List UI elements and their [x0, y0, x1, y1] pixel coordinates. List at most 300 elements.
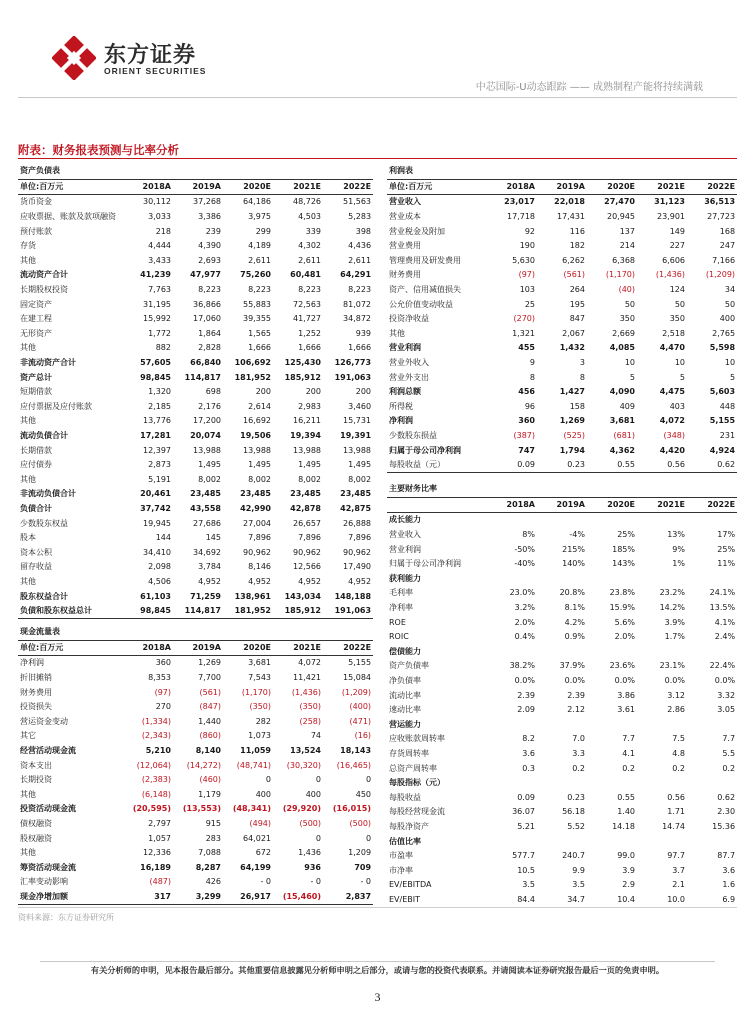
table-row [18, 773, 373, 788]
row-value: 12,566 [293, 562, 321, 572]
row-value: 1,440 [198, 716, 221, 726]
row-value: 23,901 [657, 212, 685, 222]
column-header-year: 2022E [323, 640, 373, 656]
row-value: 4,475 [659, 387, 685, 397]
row-value: 185% [612, 544, 635, 554]
column-header-year: 2022E [323, 179, 373, 195]
row-value: (16,465) [336, 760, 372, 770]
column-header-year: 2021E [273, 179, 323, 195]
row-value: 283 [205, 833, 221, 843]
row-value: 4.1 [622, 748, 635, 758]
row-value: 2.30 [717, 807, 736, 817]
row-value: 37,742 [140, 503, 171, 513]
row-value: 1.40 [617, 807, 635, 817]
row-value: 350 [669, 314, 685, 324]
table-row [387, 542, 737, 557]
table-row [18, 239, 373, 254]
row-value: 247 [719, 241, 736, 251]
row-value: 936 [304, 862, 321, 872]
row-value: 16,211 [293, 416, 321, 426]
row-value [487, 834, 537, 849]
row-value: (97) [518, 270, 535, 280]
row-value: 3,681 [609, 416, 635, 426]
row-value: (387) [513, 430, 535, 440]
row-value: 144 [155, 533, 171, 543]
row-value: 25% [717, 544, 736, 554]
row-value: 158 [569, 401, 585, 411]
table-header-row [18, 640, 373, 656]
row-value: 1,209 [348, 848, 372, 858]
row-value: 270 [155, 702, 171, 712]
row-value: 50 [624, 299, 635, 309]
row-value: 3,033 [148, 212, 171, 222]
row-value: 3.5 [522, 880, 535, 890]
row-label: 营运资金变动 [20, 716, 68, 726]
column-header-year: 2019A [537, 497, 587, 513]
row-value: 22,018 [554, 197, 585, 207]
row-value: 36,513 [704, 197, 736, 207]
row-label: 其他 [20, 576, 36, 586]
row-label: 营业外收入 [389, 358, 429, 368]
row-value: 4,362 [609, 445, 635, 455]
row-value: 26,657 [293, 518, 321, 528]
row-value: 0.62 [717, 792, 736, 802]
row-value: 4,924 [709, 445, 736, 455]
table-title-row [18, 625, 373, 640]
row-value: 0 [315, 775, 321, 785]
row-value: 48,726 [293, 197, 321, 207]
row-value [487, 513, 537, 528]
row-value: 4,390 [198, 241, 221, 251]
row-value: (471) [349, 716, 372, 726]
row-value: 215% [562, 544, 585, 554]
row-value: 5,603 [709, 387, 736, 397]
row-value: 64,291 [340, 270, 372, 280]
row-label: 总资产周转率 [389, 763, 437, 773]
row-value: 239 [205, 226, 221, 236]
row-value: 17,281 [140, 430, 171, 440]
row-label: 投资损失 [20, 702, 52, 712]
row-value [587, 718, 637, 733]
row-value: 6,606 [662, 255, 685, 265]
row-label: 资本公积 [20, 547, 52, 557]
table-row [18, 356, 373, 371]
row-value: 23,485 [290, 489, 321, 499]
balance-sheet-table [18, 164, 373, 619]
row-value: (460) [199, 775, 221, 785]
table-row [18, 224, 373, 239]
row-value: 41,239 [140, 270, 171, 280]
row-value: (1,334) [141, 716, 171, 726]
column-header-unit: 单位:百万元 [18, 640, 123, 656]
row-value: 42,875 [340, 503, 372, 513]
table-row [18, 429, 373, 444]
row-value: 4,072 [659, 416, 685, 426]
table-row [387, 849, 737, 864]
row-label: 负债合计 [20, 503, 52, 513]
row-value: (525) [563, 430, 585, 440]
row-value: 19,394 [290, 430, 321, 440]
row-value: 1,495 [348, 460, 372, 470]
row-value: 11,059 [240, 746, 271, 756]
table-header-row [387, 179, 737, 195]
row-value: 14.2% [659, 603, 685, 613]
row-value: 317 [123, 890, 173, 905]
row-label: 每股经营现金流 [389, 807, 445, 817]
row-value [487, 776, 537, 791]
row-value [687, 572, 737, 587]
row-value: 2,669 [612, 328, 635, 338]
row-value: 10 [724, 358, 736, 368]
page-number: 3 [374, 990, 381, 1004]
row-value [587, 572, 637, 587]
row-value: 350 [619, 314, 635, 324]
table-row [387, 863, 737, 878]
row-value [637, 834, 687, 849]
row-label: 其他 [20, 416, 36, 426]
row-value: 4,420 [659, 445, 685, 455]
row-value: (400) [349, 702, 372, 712]
row-value: 2,828 [198, 343, 221, 353]
table-row [18, 443, 373, 458]
row-label: 其它 [20, 731, 36, 741]
row-label: 营业外支出 [389, 372, 429, 382]
row-value: 0.23 [567, 792, 585, 802]
row-value: 2,098 [148, 562, 171, 572]
table-row [387, 761, 737, 776]
row-value: 299 [255, 226, 271, 236]
row-value: 25% [617, 530, 635, 540]
row-value: 39,355 [243, 314, 271, 324]
row-label: 营业税金及附加 [389, 226, 445, 236]
row-value: 7.7 [622, 734, 635, 744]
table-row [387, 297, 737, 312]
row-value: 38.2% [509, 661, 535, 671]
row-label: 每股指标（元） [389, 778, 445, 788]
row-label: 其他 [20, 474, 36, 484]
row-value: 4,189 [248, 241, 271, 251]
row-value: 1,772 [148, 328, 171, 338]
disclaimer-divider [40, 961, 715, 962]
row-value: 9% [672, 544, 685, 554]
row-value: (48,341) [232, 804, 271, 814]
row-label: 其他 [20, 789, 36, 799]
row-value: 8,140 [195, 746, 221, 756]
row-value: - 0 [360, 877, 372, 887]
row-value: - 0 [310, 877, 321, 887]
row-value: 6,368 [612, 255, 635, 265]
row-label: 股本 [20, 533, 36, 543]
row-value: 4,952 [298, 576, 321, 586]
row-value: (97) [154, 687, 171, 697]
row-value: 66,840 [190, 358, 221, 368]
row-value: 698 [205, 387, 221, 397]
row-label: 现金净增加额 [18, 890, 123, 905]
row-value: 4.1% [714, 617, 736, 627]
row-value: 4,302 [298, 241, 321, 251]
row-value: 2.39 [567, 690, 585, 700]
row-value: (1,209) [341, 687, 372, 697]
row-value: 409 [619, 401, 635, 411]
row-value: 36,866 [193, 299, 221, 309]
row-value: 0.09 [517, 792, 535, 802]
row-value: 3,975 [248, 212, 271, 222]
row-value: 15.36 [712, 821, 736, 831]
table-row [18, 283, 373, 298]
row-value: 27,686 [193, 518, 221, 528]
column-header-year: 2021E [273, 640, 323, 656]
row-value: 0.0% [664, 676, 685, 686]
row-label: 资本支出 [20, 760, 52, 770]
row-value: 12,397 [143, 445, 171, 455]
row-value: (494) [249, 819, 271, 829]
row-value: 1.6 [722, 880, 736, 890]
row-value: 3.9 [622, 865, 635, 875]
row-value: 2.39 [517, 690, 535, 700]
row-value: 17,200 [193, 416, 221, 426]
row-value: 1,436 [298, 848, 321, 858]
row-label: 债权融资 [20, 819, 52, 829]
table-row [18, 312, 373, 327]
row-value: 20,945 [607, 212, 635, 222]
row-label: 营业收入 [389, 530, 421, 540]
row-value: 20.8% [559, 588, 585, 598]
row-label: 净负债率 [389, 676, 421, 686]
table-row [18, 758, 373, 773]
row-value: 3,386 [198, 212, 221, 222]
table-row [387, 703, 737, 718]
table-row [18, 385, 373, 400]
row-value: 231 [719, 430, 736, 440]
row-label: ROIC [389, 632, 409, 642]
table-row [18, 604, 373, 619]
table-title: 现金流量表 [18, 625, 373, 640]
row-value: 0.2 [572, 763, 585, 773]
row-label: 营业费用 [389, 241, 421, 251]
row-value: 2,611 [298, 255, 321, 265]
row-label: 净利率 [389, 603, 413, 613]
row-value: 8.2 [522, 734, 535, 744]
row-value: 34,410 [143, 547, 171, 557]
row-value: 360 [155, 658, 171, 668]
table-title: 资产负债表 [18, 164, 373, 179]
row-label: 资产负债率 [389, 661, 429, 671]
row-value: 7,700 [198, 673, 221, 683]
row-value: 7,896 [248, 533, 271, 543]
column-header-year: 2020E [587, 179, 637, 195]
row-value [587, 513, 637, 528]
row-value: (12,064) [136, 760, 171, 770]
report-header-title: 中芯国际-U动态跟踪 —— 成熟制程产能将持续满载 [475, 82, 703, 93]
row-value: (681) [613, 430, 635, 440]
row-value: 264 [569, 285, 585, 295]
row-label: 存货周转率 [389, 748, 429, 758]
row-value: (561) [563, 270, 585, 280]
table-row [387, 458, 737, 473]
row-label: 资产、信用减值损失 [389, 285, 461, 295]
row-value: 181,952 [234, 372, 271, 382]
row-value: 2.0% [514, 617, 535, 627]
row-value: 185,912 [273, 604, 323, 619]
row-value: 4,072 [298, 658, 321, 668]
table-row [387, 747, 737, 762]
row-value: 339 [305, 226, 321, 236]
row-value: 181,952 [223, 604, 273, 619]
row-value: 5 [729, 372, 736, 382]
row-value: 4,085 [609, 343, 635, 353]
row-value: 23,485 [340, 489, 372, 499]
row-label: 流动资产合计 [20, 270, 68, 280]
row-value: 11,421 [293, 673, 321, 683]
row-value: (20,595) [132, 804, 171, 814]
row-value: 1,666 [248, 343, 271, 353]
row-label: ROE [389, 617, 406, 627]
row-value: 2.1 [672, 880, 685, 890]
row-value: 214 [619, 241, 635, 251]
row-value: 137 [619, 226, 635, 236]
row-value: 2,518 [662, 328, 685, 338]
row-value: 16,692 [243, 416, 271, 426]
table-row [387, 312, 737, 327]
table-row [18, 802, 373, 817]
row-label: 财务费用 [389, 270, 421, 280]
table-row [18, 875, 373, 890]
row-value: (860) [199, 731, 221, 741]
table-row [18, 744, 373, 759]
row-value: 672 [255, 848, 271, 858]
row-value: 5,630 [512, 255, 535, 265]
row-value [637, 776, 687, 791]
row-value: 20,074 [190, 430, 221, 440]
row-label: 留存收益 [20, 562, 52, 572]
row-value: 448 [719, 401, 736, 411]
row-label: 归属于母公司净利润 [389, 559, 461, 569]
row-value: 200 [355, 387, 372, 397]
row-value: 1,864 [198, 328, 221, 338]
row-value: 42,990 [240, 503, 271, 513]
row-label: 非流动负债合计 [20, 489, 76, 499]
row-label: 其他 [20, 343, 36, 353]
row-label: 其他 [20, 255, 36, 265]
column-header-year: 2022E [687, 179, 737, 195]
column-header-year: 2019A [537, 179, 587, 195]
table-row [387, 370, 737, 385]
row-value: 400 [305, 789, 321, 799]
row-value: 7,896 [298, 533, 321, 543]
row-value: 13,988 [343, 445, 372, 455]
row-value: 1,432 [559, 343, 585, 353]
row-value: 99.0 [617, 851, 635, 861]
row-value: 4,444 [148, 241, 171, 251]
row-value: 1,565 [248, 328, 271, 338]
row-label: 投资净收益 [389, 314, 429, 324]
row-value: 36.07 [512, 807, 535, 817]
row-value: (40) [618, 285, 635, 295]
column-header-year: 2021E [637, 179, 687, 195]
row-value: 3 [579, 358, 585, 368]
row-value: 218 [155, 226, 171, 236]
row-value: 61,103 [140, 591, 171, 601]
row-value: 0.2 [722, 763, 736, 773]
row-value: (847) [199, 702, 221, 712]
row-label: 归属于母公司净利润 [389, 445, 461, 455]
row-label: 每股收益（元） [387, 458, 487, 473]
row-value: 4.2% [564, 617, 585, 627]
row-label: 折旧摊销 [20, 673, 52, 683]
row-value: 747 [518, 445, 535, 455]
row-value: 282 [255, 716, 271, 726]
row-value: 915 [205, 819, 221, 829]
table-row [387, 820, 737, 835]
row-value: 7,088 [198, 848, 221, 858]
row-value: 3.32 [717, 690, 736, 700]
row-label: 利润总额 [389, 387, 421, 397]
row-label: 筹资活动现金流 [20, 862, 76, 872]
row-value: 1,057 [148, 833, 171, 843]
row-value: 5,155 [348, 658, 372, 668]
row-value: 23.0% [509, 588, 535, 598]
row-label: 经营活动现金流 [20, 746, 76, 756]
row-value: 17,060 [193, 314, 221, 324]
row-label: 短期借款 [20, 387, 52, 397]
row-value [687, 718, 737, 733]
row-value: 4.8 [672, 748, 685, 758]
row-value: 114,817 [184, 372, 221, 382]
source-note: 资料来源：东方证券研究所 [18, 913, 114, 922]
row-value: 0.56 [637, 458, 687, 473]
row-value: 7.7 [722, 734, 736, 744]
table-row [387, 268, 737, 283]
row-label: 速动比率 [389, 705, 421, 715]
row-value: 103 [519, 285, 535, 295]
row-value: 240.7 [562, 851, 585, 861]
row-value: 1,427 [559, 387, 585, 397]
row-value: 7,763 [148, 285, 171, 295]
row-value: 0.3 [522, 763, 535, 773]
table-row [387, 674, 737, 689]
table-row [387, 557, 737, 572]
table-row [18, 502, 373, 517]
row-value [637, 645, 687, 660]
row-value: 2,611 [248, 255, 271, 265]
row-value: (2,383) [141, 775, 171, 785]
disclaimer-text: 有关分析师的申明，见本报告最后部分。其他重要信息披露见分析师申明之后部分，或请与您的投资代表联系。并请阅读本证券研究报告最后一页的免责申明。 [90, 965, 665, 975]
row-value: 34,692 [193, 547, 221, 557]
row-value: (2,343) [141, 731, 171, 741]
row-label: 流动负债合计 [20, 430, 68, 440]
row-value: 13.5% [709, 603, 736, 613]
row-value: 3.3 [572, 748, 585, 758]
row-value: 2.12 [567, 705, 585, 715]
row-value: 3,299 [173, 890, 223, 905]
table-row [387, 429, 737, 444]
row-value: 191,063 [323, 604, 373, 619]
row-label: 营业成本 [389, 212, 421, 222]
row-value: 200 [255, 387, 271, 397]
row-value [687, 834, 737, 849]
row-value: 60,481 [290, 270, 321, 280]
table-row [18, 685, 373, 700]
table-row [387, 400, 737, 415]
row-value: 8,223 [198, 285, 221, 295]
row-value: -50% [514, 544, 535, 554]
table-row [18, 516, 373, 531]
row-label: 每股收益 [389, 792, 421, 802]
row-value: 0 [365, 833, 372, 843]
row-value: 31,195 [143, 299, 171, 309]
row-value: 2.4% [714, 632, 736, 642]
row-value: 10 [624, 358, 635, 368]
